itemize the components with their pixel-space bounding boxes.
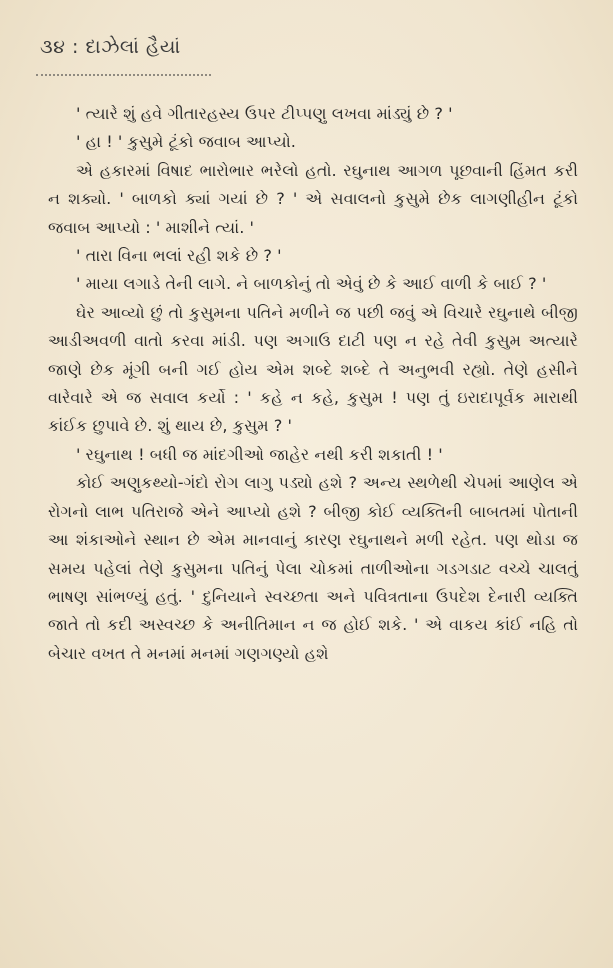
- paragraph: ' હા ! ' કુસુમે ટૂંકો જવાબ આપ્યો.: [76, 132, 296, 152]
- paragraph: ' તારા વિના ભલાં રહી શકે છે ? ': [76, 246, 282, 266]
- paragraph: ' માયા લગાડે તેની લાગે. ને બાળકોનું તો એવું છે કે આઈ વાળી કે બાઈ ? ': [76, 274, 547, 294]
- header-divider: [36, 68, 211, 76]
- paragraph: ' રઘુનાથ ! બધી જ માંદગીઓ જાહેર નથી કરી શકાતી ! ': [76, 444, 443, 464]
- page-number: ૩૪: [40, 36, 66, 58]
- paragraph: ઘેર આવ્યો છું તો કુસુમના પતિને મળીને જ પછી જવું એ વિચારે રઘુનાથે બીજી આડીઅવળી વાતો કરવા માંડી. પણ અગાઉ દાટી પણ ન રહે તેવી કુસુમ અત્યારે જાણે છેક મૂંગી બની ગઈ હોય એમ શબ્દે શબ્દે તે અનુભવી રહ્યો. તેણે હસીને વારેવારે એ જ સવાલ કર્યો : ' કહે ન કહે, કુસુમ ! પણ તું ઇરાદાપૂર્વક મારાથી કાંઈક છુપાવે છે. શું થાય છે, કુસુમ ? ': [48, 302, 578, 436]
- paragraph: ' ત્યારે શું હવે ગીતારહસ્ય ઉપર ટીપ્પણુ લખવા માંડ્યું છે ? ': [76, 104, 453, 123]
- paragraph: એ હકારમાં વિષાદ ભારોભાર ભરેલો હતો. રઘુનાથ આગળ પૂછવાની હિંમત કરી ન શક્યો. ' બાળકો ક્યાં ગયાં છે ? ' એ સવાલનો કુસુમે છેક લાગણીહીન ટૂંકો જવાબ આપ્યો : ' માશીને ત્યાં. ': [48, 160, 578, 237]
- book-title: દાઝેલાં હૈયાં: [85, 36, 181, 58]
- running-header: [40, 36, 181, 58]
- body-text: [48, 100, 578, 668]
- paragraph: કોઈ અણુકથ્યો-ગંદો રોગ લાગુ પડ્યો હશે ? અન્ય સ્થળેથી ચેપમાં આણેલ એ રોગનો લાભ પતિરાજે એને આપ્યો હશે ? બીજી કોઈ વ્યક્તિની બાબતમાં પોતાની આ શંકાઓને સ્થાન છે એમ માનવાનું કારણ રઘુનાથને મળી રહેત. પણ થોડા જ સમય પહેલાં તેણે કુસુમના પતિનું પેલા ચોકમાં તાળીઓના ગડગડાટ વચ્ચે ચાલતું ભાષણ સાંભળ્યું હતું. ' દુનિયાને સ્વચ્છતા અને પવિત્રતાના ઉપદેશ દેનારી વ્યક્તિ જાતે તો કદી અસ્વચ્છ કે અનીતિમાન ન જ હોઈ શકે. ' એ વાકય કાંઈ નહિ તો બેચાર વખત તે મનમાં મનમાં ગણગણ્યો હશે: [48, 473, 578, 663]
- header-separator: :: [71, 36, 79, 58]
